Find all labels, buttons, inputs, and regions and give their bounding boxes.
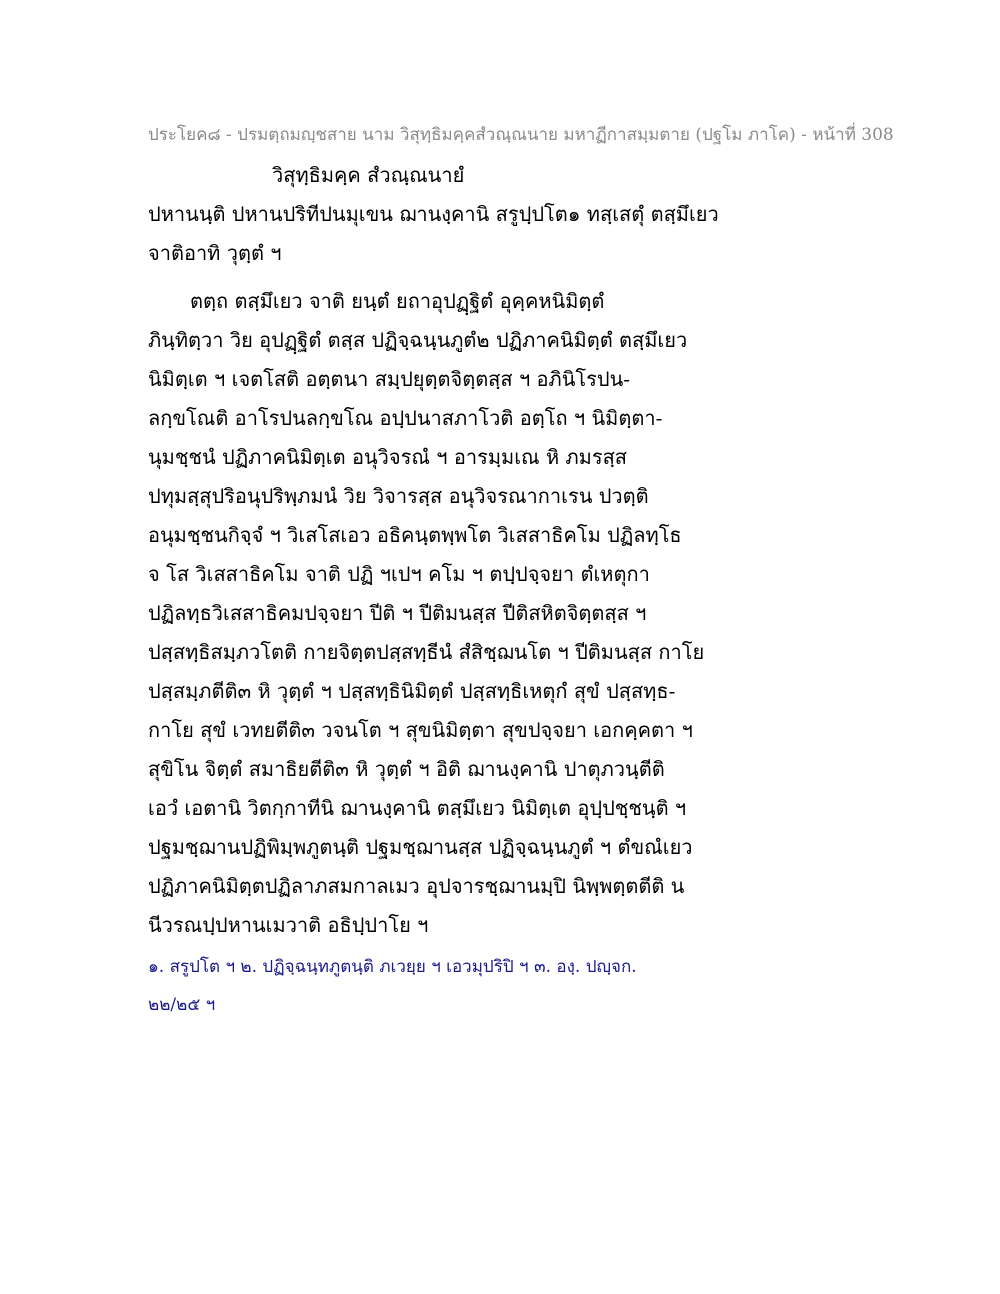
body-line: ปฏิภาคนิมิตฺตปฏิลาภสมกาลเมว อุปจารชฺฌานมฺปิ นิพฺพตฺตตีติ น <box>148 874 685 898</box>
running-header: ประโยค๘ - ปรมตฺถมญฺชสาย นาม วิสุทฺธิมคฺคสํวณฺณนาย มหาฏีกาสมฺมตาย (ปฐโม ภาโค) - หน้าที่ 308 <box>148 125 894 145</box>
footnote-line: ๑. สรูปโต ฯ ๒. ปฏิจฺฉนฺทภูตนฺติ ภเวยฺย ฯ เอวมุปริปิ ฯ ๓. องฺ. ปญฺจก. <box>148 957 637 977</box>
footnotes <box>148 954 858 1030</box>
body-line: นีวรณปฺปหานเมวาติ อธิปฺปาโย ฯ <box>148 913 429 937</box>
body-line: จาติอาทิ วุตฺตํ ฯ <box>148 241 282 265</box>
body-line: ปสฺสมฺภตีติ๓ หิ วุตฺตํ ฯ ปสฺสทฺธินิมิตฺตํ ปสฺสทฺธิเหตุกํ สุขํ ปสฺสทฺธ- <box>148 679 676 703</box>
body-line: ปสฺสทฺธิสมฺภวโตติ กายจิตฺตปสฺสทฺธีนํ สํสิชฺฌนโต ฯ ปีติมนสฺส กาโย <box>148 640 705 664</box>
body-line: สุขิโน จิตฺตํ สมาธิยตีติ๓ หิ วุตฺตํ ฯ อิติ ฌานงฺคานิ ปาตุภวนฺตีติ <box>148 757 665 781</box>
footnote-line: ๒๒/๒๕ ฯ <box>148 995 216 1015</box>
body-line: นุมชฺชนํ ปฏิภาคนิมิตฺเต อนุวิจรณํ ฯ อารมฺมเณ หิ ภมรสฺส <box>148 445 628 469</box>
body-line: นิมิตฺเต ฯ เจตโสติ อตฺตนา สมฺปยุตฺตจิตฺตสฺส ฯ อภินิโรปน- <box>148 367 631 391</box>
body-line: อนุมชฺชนกิจฺจํ ฯ วิเสโสเอว อธิคนฺตพฺพโต วิเสสาธิคโม ปฏิลทฺโธ <box>148 523 682 547</box>
body-line: ปฏิลทฺธวิเสสาธิคมปจฺจยา ปีติ ฯ ปีติมนสฺส ปีติสหิตจิตฺตสฺส ฯ <box>148 601 647 625</box>
body-line: ปทุมสฺสุปริอนุปริพฺภมนํ วิย วิจารสฺส อนุวิจรณากาเรน ปวตฺติ <box>148 484 649 508</box>
body-line: จ โส วิเสสาธิคโม จาติ ปฏิ ฯเปฯ คโม ฯ ตปฺปจฺจยา ตํเหตุกา <box>148 562 650 586</box>
section-title: วิสุทฺธิมคฺค สํวณฺณนายํ <box>272 163 465 187</box>
paragraph-start-line: ตตฺถ ตสฺมึเยว จาติ ยนฺตํ ยถาอุปฏฺฐิตํ อุคฺคหนิมิตฺตํ <box>190 289 605 313</box>
body-line: ภินฺทิตฺวา วิย อุปฏฺฐิตํ ตสฺส ปฏิจฺฉนฺนภูตํ๒ ปฏิภาคนิมิตฺตํ ตสฺมึเยว <box>148 328 688 352</box>
body-line: เอวํ เอตานิ วิตกฺกาทีนิ ฌานงฺคานิ ตสฺมึเยว นิมิตฺเต อุปฺปชฺชนฺติ ฯ <box>148 796 687 820</box>
body-line: ลกฺขโณติ อาโรปนลกฺขโณ อปฺปนาสภาโวติ อตฺโถ ฯ นิมิตฺตา- <box>148 406 663 430</box>
body-text <box>148 199 858 949</box>
body-line: กาโย สุขํ เวทยตีติ๓ วจนโต ฯ สุขนิมิตฺตา สุขปจฺจยา เอกคฺคตา ฯ <box>148 718 693 742</box>
body-line: ปฐมชฺฌานปฏิพิมฺพภูตนฺติ ปฐมชฺฌานสฺส ปฏิจฺฉนฺนภูตํ ฯ ตํขณํเยว <box>148 835 693 859</box>
body-line: ปหานนฺติ ปหานปริทีปนมุเขน ฌานงฺคานิ สรูปฺปโต๑ ทสฺเสตุํ ตสฺมึเยว <box>148 202 719 226</box>
